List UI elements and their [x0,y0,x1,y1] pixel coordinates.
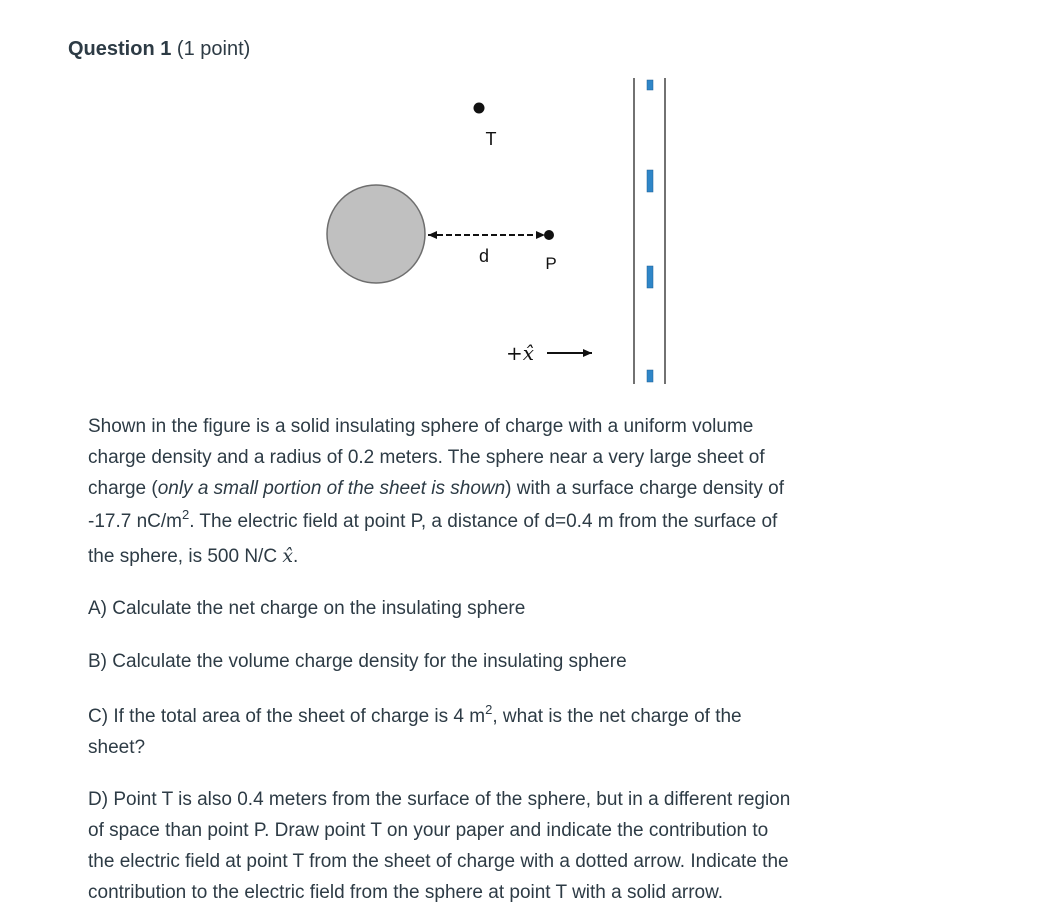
part-c-line: C) If the total area of the sheet of charge is 4 $m^2$, what is the net charge of the [88,701,742,727]
sheet-charge-mark [647,370,653,382]
point-p-label: P [545,254,557,273]
distance-label: d [478,246,490,266]
unit-vector-x: x̂ [282,545,294,567]
point-t-label: T [485,129,497,149]
physics-figure [0,0,1054,400]
description-line: charge (only a small portion of the sheet is shown) with a surface charge density of [88,478,784,499]
point-t-dot [474,103,485,114]
charged-sheet [634,78,665,384]
description-line: Shown in the figure is a solid insulating sphere of charge with a uniform volume [88,416,754,437]
part-d-line: the electric field at point T from the sheet of charge with a dotted arrow. Indicate the [88,851,789,872]
part-d-line: of space than point P. Draw point T on your paper and indicate the contribution to [88,820,769,841]
problem-description [88,411,888,574]
question-title: Question 1 [68,38,172,60]
insulating-sphere [327,185,425,283]
sheet-charge-mark [647,80,653,90]
point-p-dot [544,230,554,240]
description-line: -17.7 $nC/m^2$. The electric field at point P, a distance of d=0.4 m from the surface of [88,506,778,532]
part-d-line: D) Point T is also 0.4 meters from the surface of the sphere, but in a different region [88,789,791,810]
sheet-charge-mark [647,266,653,288]
part-b: B) Calculate the volume charge density for the insulating sphere [88,651,627,672]
question-points: (1 point) [176,38,251,60]
part-c [88,701,888,763]
description-line: the sphere, is 500 N/C x̂. [88,545,299,567]
direction-label: +x̂ [505,341,535,365]
description-line: charge density and a radius of 0.2 meters. The sphere near a very large sheet of [88,447,765,468]
part-c-line: sheet? [88,737,146,758]
part-d [88,784,888,908]
sheet-charge-mark [647,170,653,192]
part-a: A) Calculate the net charge on the insulating sphere [88,598,526,619]
part-d-line: contribution to the electric field from the sphere at point T with a solid arrow. [88,882,724,903]
italic-note: only a small portion of the sheet is shown [157,478,506,499]
